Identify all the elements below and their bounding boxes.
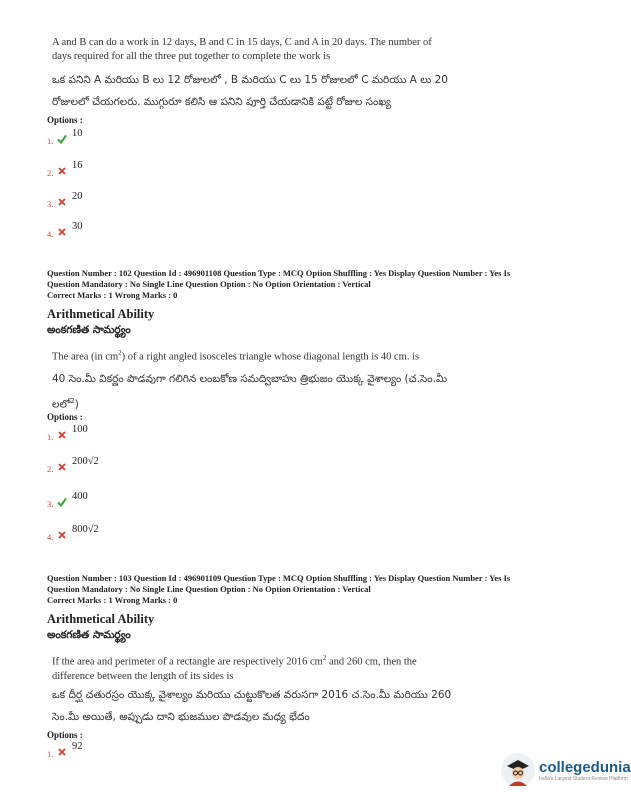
logo-tagline: India's Largest Student Review Platform: [539, 775, 628, 782]
q103-meta-line1: Question Number : 103 Question Id : 496901109 Question Type : MCQ Option Shuffling : Yes Display Question Number : Yes Is: [47, 573, 511, 583]
q103-text-en-line1b: and 260 cm, then the: [326, 656, 417, 668]
q101-text-en: [52, 36, 472, 64]
cross-icon: [57, 462, 67, 472]
option-value: 92: [72, 741, 83, 752]
q102-text-te-line1: 40 సెం.మీ వికర్ణం పొడవుగా గలిగిన లంబకోణ సమద్విబాహు త్రిభుజం యొక్క వైశాల్యం (చ.సెం.మీ: [52, 373, 448, 385]
q103-meta-line3: Correct Marks : 1 Wrong Marks : 0: [47, 595, 178, 605]
option-number: 4.: [47, 532, 54, 542]
option-number: 3.: [47, 499, 54, 509]
logo-name: collegedunia: [539, 758, 631, 776]
q102-text-te-line2a: లలో: [52, 398, 71, 411]
option-value: 200√2: [72, 456, 99, 467]
option-value: 10: [72, 128, 83, 139]
option-value: 400: [72, 491, 88, 502]
q101-option-3[interactable]: [47, 191, 83, 209]
cross-icon: [57, 166, 67, 176]
cross-icon: [57, 530, 67, 540]
check-icon: [57, 497, 67, 507]
q103-meta: [47, 573, 587, 606]
cross-icon: [57, 430, 67, 440]
q101-text-en-line2: days required for all the three put together to complete the work is: [52, 51, 331, 62]
q102-text-en-b: ) of a right angled isosceles triangle whose diagonal length is 40 cm. is: [121, 351, 420, 363]
option-number: 4.: [47, 229, 54, 239]
check-icon: [57, 134, 67, 144]
q102-option-3[interactable]: [47, 491, 88, 509]
q102-meta-line1: Question Number : 102 Question Id : 496901108 Question Type : MCQ Option Shuffling : Yes Display Question Number : Yes Is: [47, 268, 511, 278]
q102-text-te-sup: 2: [70, 397, 75, 405]
option-value: 100: [72, 424, 88, 435]
q102-option-4[interactable]: [47, 524, 99, 542]
q103-section-title-te: అంకగణిత సామర్థ్యం: [47, 629, 131, 641]
q102-section-title-te: అంకగణిత సామర్థ్యం: [47, 324, 131, 336]
q102-option-2[interactable]: [47, 456, 99, 474]
collegedunia-logo[interactable]: [500, 752, 631, 788]
q102-meta-line3: Correct Marks : 1 Wrong Marks : 0: [47, 290, 178, 300]
q103-text-en-line2: difference between the length of its sides is: [52, 670, 234, 682]
q101-option-4[interactable]: [47, 221, 83, 239]
cross-icon: [57, 227, 67, 237]
option-number: 2.: [47, 464, 54, 474]
q103-meta-line2: Question Mandatory : No Single Line Question Option : No Option Orientation : Vertical: [47, 584, 371, 594]
q102-text-en-sup: 2: [118, 349, 122, 357]
q103-text-te-line1: ఒక దీర్ఘ చతురస్రం యొక్క వైశాల్యం మరియు చుట్టుకొలత వరుసగా 2016 చ.సెం.మీ మరియు 260: [52, 689, 452, 701]
option-value: 800√2: [72, 524, 99, 535]
q102-meta: [47, 268, 587, 301]
option-number: 2.: [47, 168, 54, 178]
q103-text-en: [52, 651, 472, 684]
q103-options-label: Options :: [47, 730, 83, 740]
q103-text-te-line2: సెం.మీ అయితే, అప్పుడు దాని భుజముల పొడవుల మధ్య భేదం: [52, 711, 310, 723]
q103-option-1[interactable]: [47, 741, 83, 759]
q102-meta-line2: Question Mandatory : No Single Line Question Option : No Option Orientation : Vertical: [47, 279, 371, 289]
q101-text-te-line2: రోజులలో చేయగలరు. ముగ్గురూ కలిసి ఆ పనిని పూర్తి చేయడానికి పట్టే రోజుల సంఖ్య: [52, 96, 391, 108]
option-number: 1.: [47, 136, 54, 146]
cross-icon: [57, 197, 67, 207]
q102-text-te: [52, 372, 492, 412]
q102-text-en: [52, 346, 492, 365]
q101-option-2[interactable]: [47, 160, 83, 178]
q102-text-en-a: The area (in cm: [52, 351, 119, 363]
q101-text-en-line1: A and B can do a work in 12 days, B and C in 15 days, C and A in 20 days. The number of: [52, 37, 432, 48]
q103-section-title: Arithmetical Ability: [47, 612, 155, 626]
q103-text-en-sup: 2: [322, 654, 327, 662]
option-value: 16: [72, 160, 83, 171]
option-value: 30: [72, 221, 83, 232]
cross-icon: [57, 747, 67, 757]
q103-text-te: [52, 688, 492, 724]
q101-options-label: Options :: [47, 115, 83, 125]
option-value: 20: [72, 191, 83, 202]
student-avatar-icon: [500, 752, 536, 788]
option-number: 3.: [47, 199, 54, 209]
q101-text-te-line1: ఒక పనిని A మరియు B లు 12 రోజులలో , B మరియు C లు 15 రోజులలో C మరియు A లు 20: [52, 74, 448, 86]
q103-text-en-line1a: If the area and perimeter of a rectangle are respectively 2016 cm: [52, 656, 323, 668]
q102-text-te-line2b: ): [74, 398, 79, 411]
q101-option-1[interactable]: [47, 128, 83, 146]
q101-text-te: [52, 73, 492, 109]
option-number: 1.: [47, 749, 54, 759]
q102-options-label: Options :: [47, 412, 83, 422]
option-number: 1.: [47, 432, 54, 442]
q102-section-title: Arithmetical Ability: [47, 307, 155, 321]
q102-option-1[interactable]: [47, 424, 88, 442]
